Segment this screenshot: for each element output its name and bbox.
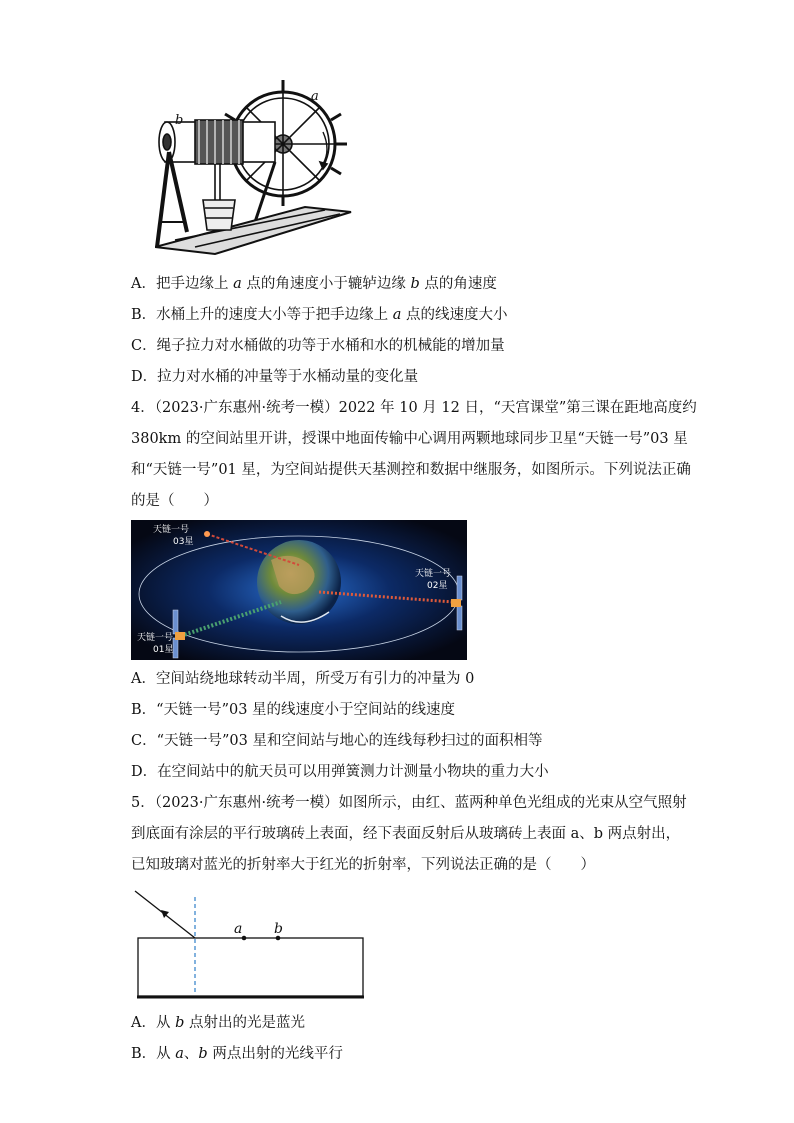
- q4-line-3: 和“天链一号”01 星，为空间站提供天基测控和数据中继服务，如图所示。下列说法正确: [131, 462, 691, 478]
- q4-line-1: 4．（2023·广东惠州·统考一模）2022 年 10 月 12 日，“天宫课堂”第三课在距地高度约: [131, 400, 697, 416]
- point-a: [242, 936, 247, 941]
- label-b: b: [274, 921, 283, 937]
- satellite-03-icon: [204, 531, 210, 537]
- q3-option-d: D．拉力对水桶的冲量等于水桶动量的变化量: [131, 369, 419, 385]
- q4-option-b: B．“天链一号”03 星的线速度小于空间站的线速度: [131, 702, 456, 718]
- sat01-label-2: 01星: [153, 645, 174, 655]
- q5-line-2: 到底面有涂层的平行玻璃砖上表面，经下表面反射后从玻璃砖上表面 a、b 两点射出，: [131, 826, 681, 842]
- sat02-label-1: 天链一号: [415, 569, 452, 579]
- windlass-figure: [155, 72, 355, 256]
- satellite-figure: [131, 520, 467, 660]
- glass-brick-figure: [131, 885, 371, 1003]
- q5-line-1: 5．（2023·广东惠州·统考一模）如图所示，由红、蓝两种单色光组成的光束从空气照射: [131, 795, 687, 811]
- sat02-label-2: 02星: [427, 581, 448, 591]
- windlass-label-a: a: [311, 89, 319, 104]
- sat03-label-1: 天链一号: [153, 525, 190, 535]
- q3-option-a: A．把手边缘上 a 点的角速度小于辘轳边缘 b 点的角速度: [131, 276, 497, 292]
- q4-line-2: 380km 的空间站里开讲，授课中地面传输中心调用两颗地球同步卫星“天链一号”03 星: [131, 431, 688, 447]
- q5-option-a: A．从 b 点射出的光是蓝光: [131, 1015, 305, 1031]
- q4-option-a: A．空间站绕地球转动半周，所受万有引力的冲量为 0: [131, 671, 475, 687]
- q3-option-b: B．水桶上升的速度大小等于把手边缘上 a 点的线速度大小: [131, 307, 508, 323]
- label-a: a: [234, 921, 243, 937]
- sat01-label-1: 天链一号: [137, 633, 174, 643]
- q5-option-b: B．从 a、b 两点出射的光线平行: [131, 1046, 343, 1062]
- q5-line-3: 已知玻璃对蓝光的折射率大于红光的折射率，下列说法正确的是（ ）: [131, 857, 595, 873]
- q3-option-c: C．绳子拉力对水桶做的功等于水桶和水的机械能的增加量: [131, 338, 505, 354]
- q4-option-c: C．“天链一号”03 星和空间站与地心的连线每秒扫过的面积相等: [131, 733, 543, 749]
- windlass-label-b: b: [175, 113, 184, 128]
- q4-option-d: D．在空间站中的航天员可以用弹簧测力计测量小物块的重力大小: [131, 764, 549, 780]
- glass-brick: [138, 938, 363, 996]
- q4-line-4: 的是（ ）: [131, 493, 218, 509]
- sat03-label-2: 03星: [173, 537, 194, 547]
